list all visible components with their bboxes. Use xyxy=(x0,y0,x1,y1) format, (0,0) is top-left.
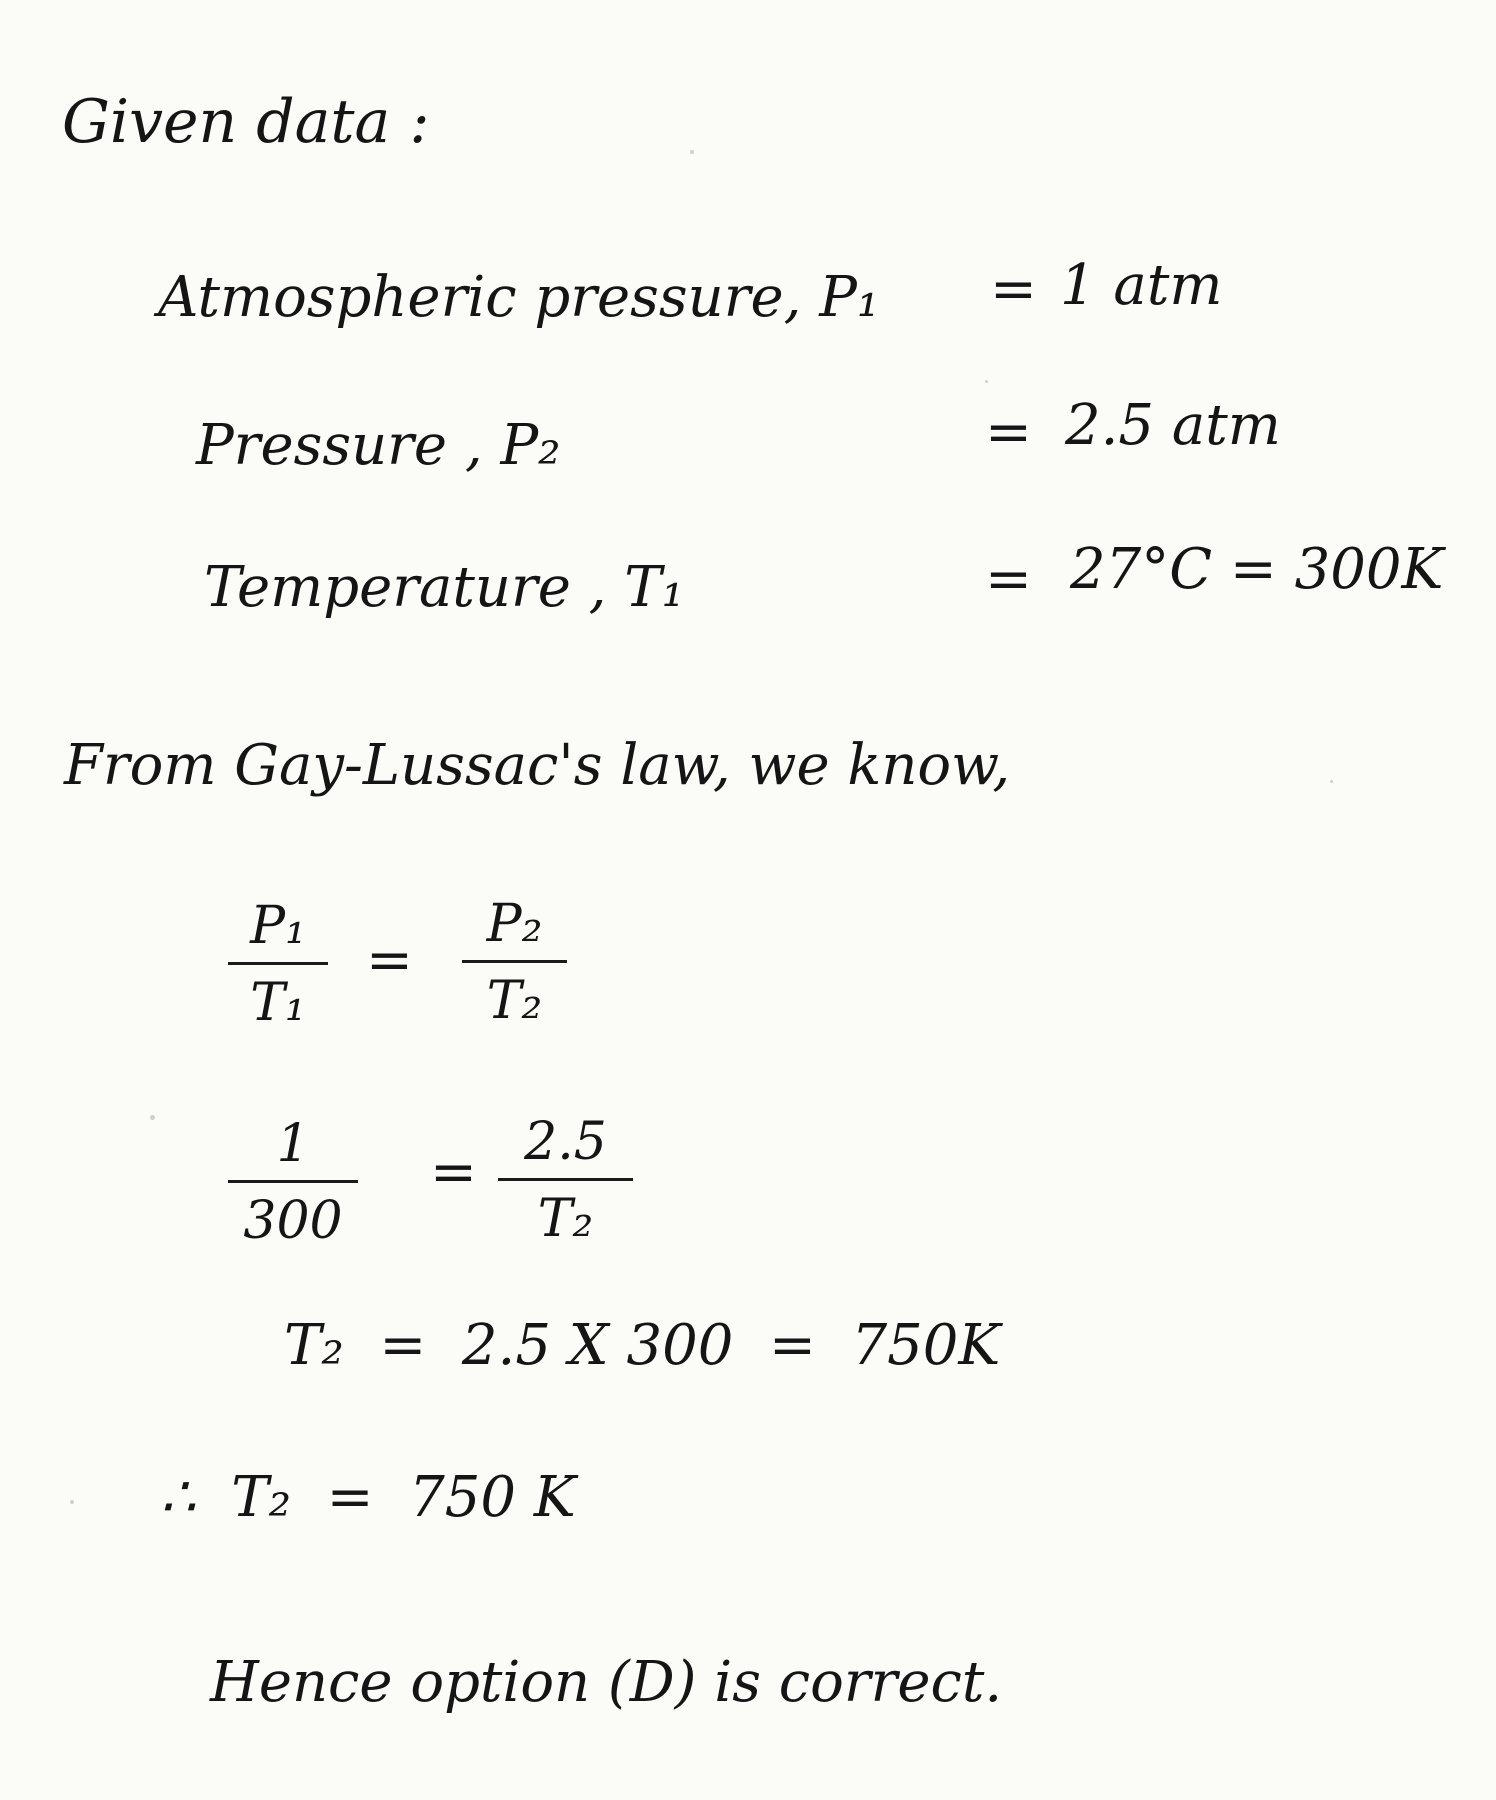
formula-lhs-denominator: T₁ xyxy=(250,973,306,1033)
substitution-eq-sign: = xyxy=(430,1140,477,1205)
calculation-line: T₂ = 2.5 X 300 = 750K xyxy=(284,1313,1001,1378)
given-label-temperature-t1: Temperature , T₁ xyxy=(204,555,685,620)
formula-rhs-denominator: T₂ xyxy=(486,971,543,1031)
paper-speck xyxy=(985,380,988,383)
paper-speck xyxy=(690,150,694,154)
paper-speck xyxy=(70,1500,74,1504)
formula-rhs-fraction xyxy=(462,894,567,1031)
law-intro: From Gay-Lussac's law, we know, xyxy=(64,733,1011,798)
fraction-bar xyxy=(228,962,328,965)
paper-speck xyxy=(150,1115,155,1120)
given-value-t1: 27°C = 300K xyxy=(1070,537,1444,602)
given-value-p1: 1 atm xyxy=(1060,253,1223,318)
substitution-rhs-numerator: 2.5 xyxy=(524,1112,607,1172)
fraction-bar xyxy=(228,1180,358,1183)
formula-rhs-numerator: P₂ xyxy=(486,894,543,954)
paper-speck xyxy=(1330,780,1333,783)
given-eq-sign: = xyxy=(990,257,1037,322)
given-eq-sign: = xyxy=(985,400,1032,465)
fraction-bar xyxy=(462,960,567,963)
heading-given-data: Given data : xyxy=(62,87,430,157)
given-eq-sign: = xyxy=(985,547,1032,612)
conclusion-line: Hence option (D) is correct. xyxy=(210,1650,1003,1715)
therefore-line: ∴ T₂ = 750 K xyxy=(160,1465,576,1530)
substitution-rhs-fraction xyxy=(498,1112,633,1249)
given-value-p2: 2.5 atm xyxy=(1065,393,1281,458)
formula-lhs-fraction xyxy=(228,896,328,1033)
given-label-atmospheric-pressure: Atmospheric pressure, P₁ xyxy=(158,265,880,330)
fraction-bar xyxy=(498,1178,633,1181)
formula-lhs-numerator: P₁ xyxy=(250,896,306,956)
given-label-pressure-p2: Pressure , P₂ xyxy=(196,413,561,478)
substitution-lhs-numerator: 1 xyxy=(276,1114,310,1174)
formula-eq-sign: = xyxy=(366,928,413,993)
substitution-rhs-denominator: T₂ xyxy=(537,1189,594,1249)
substitution-lhs-denominator: 300 xyxy=(243,1191,343,1251)
substitution-lhs-fraction xyxy=(228,1114,358,1251)
